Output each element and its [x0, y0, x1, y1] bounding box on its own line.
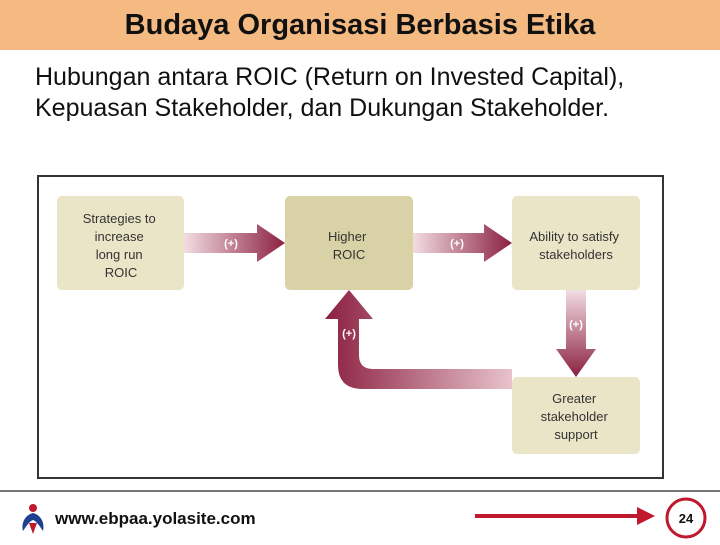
page-number-badge [664, 496, 708, 540]
footer-divider [0, 490, 720, 492]
ability-line-2: stakeholders [539, 247, 613, 262]
sign-support-roic: (+) [342, 328, 356, 340]
strategies-line-4: ROIC [104, 265, 138, 280]
roic-line-1: Higher [328, 229, 367, 244]
title-bar [0, 0, 720, 50]
support-line-3: support [554, 427, 598, 442]
strategies-line-3: long run [95, 247, 143, 262]
right-arrow-icon [475, 507, 655, 525]
diagram-frame [37, 175, 664, 479]
strategies-line-2: increase [94, 229, 144, 244]
sign-roic-ability: (+) [450, 238, 464, 250]
sign-strategies-roic: (+) [224, 238, 238, 250]
ability-line-1: Ability to satisfy [529, 229, 619, 244]
diagram [39, 177, 662, 477]
page-number: 24 [678, 510, 694, 526]
sign-ability-support: (+) [569, 319, 583, 331]
support-line-1: Greater [552, 391, 597, 406]
intro-text: Hubungan antara ROIC (Return on Invested Capital), Kepuasan Stakeholder, dan Dukungan Stakeholder. [35, 63, 625, 122]
roic-line-2: ROIC [332, 247, 366, 262]
figure-logo-icon [17, 503, 49, 535]
footer-website[interactable]: www.ebpaa.yolasite.com [55, 509, 256, 528]
strategies-line-1: Strategies to [82, 211, 156, 226]
support-line-2: stakeholder [540, 409, 608, 424]
arrow-ability-to-support [556, 290, 596, 377]
slide-title: Budaya Organisasi Berbasis Etika [124, 8, 596, 41]
